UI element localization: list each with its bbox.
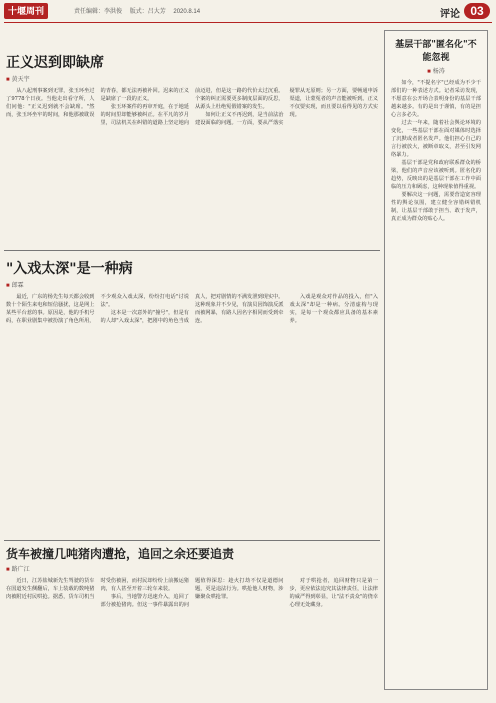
header-meta: [74, 6, 206, 15]
article-paragraph: 事后，当地警方迅速介入，追回了部分被抢猪肉。但这一事件暴露出的问题值得深思：趁火打劫不仅是道德问题，更是违法行为。哄抢他人财物，涉嫌聚众哄抢罪。: [100, 578, 284, 608]
header-rule: [4, 22, 492, 23]
article-byline: ■ 郎霖: [6, 280, 378, 289]
article-paragraph: 最近，广东的杨先生每天都会收到数十个陌生来电和短信骚扰，这是网上某些平台惹的事。原因是，他的手机号码，在职业剧集中被扮演了角色所用，不少观众入戏太深，纷纷打电话"讨说法"。: [6, 294, 189, 324]
article-paragraph: 这本是一次意外的"撞号"，但是有的人却"入戏太深"，把剧中的角色当成真人，把对剧情的不满发泄到现实中。这种现象并不少见，有演员因饰演反派而被网暴，有路人因名字相同而受到牵连。: [100, 294, 284, 324]
article-byline: ■ 黄天宇: [6, 74, 378, 83]
article-too-deep-in-role: [6, 258, 378, 536]
sidebar-article: [384, 30, 488, 690]
article-truck-pork-looted: [6, 545, 378, 695]
article-body: [6, 87, 378, 127]
article-paragraph: 张玉环案件的再审开庭，在于地延的时间里却能够被纠正。在平凡的岁月里，司法机关在纠错的道路上坚定地向前迈进，但是这一路的代价太过沉重。个案的纠正需要更多制度层面的反思，从源头上杜绝冤假错案的发生。: [100, 88, 284, 126]
article-paragraph: 入戏是观众对作品的投入，但"入戏太深"却是一种病。分清虚构与现实，是每一个观众都应具备的基本素养。: [289, 294, 378, 324]
article-headline: "入戏太深"是一种病: [6, 261, 133, 277]
designer-credit: 版式：吕大芳: [129, 9, 166, 15]
article-byline: ■ 路广江: [6, 564, 378, 573]
sidebar-headline: 基层干部"匿名化"不能忽视: [395, 40, 477, 63]
page-number: 03: [464, 3, 490, 19]
editor-credit: 责任编辑：李洪俊: [74, 9, 123, 15]
article-body: [6, 293, 378, 325]
article-paragraph: 从八起刑事案到无罪，张玉环坐过了9778个日夜。当他走出看守所，人们问他："正义迟到就不会缺席。"然而，张玉环坐牢的时间，和他那被耽误的青春，都无法再被补回。迟来的正义是缺席了一段的正义。: [6, 88, 189, 118]
sidebar-body: [391, 79, 481, 223]
issue-date: 2020.8.14: [173, 9, 201, 15]
article-headline: 正义迟到即缺席: [6, 55, 104, 71]
article-headline: 货车被撞几吨猪肉遭抢，追回之余还要追责: [6, 547, 235, 561]
article-divider: [4, 540, 380, 541]
article-paragraph: 如何让正义不再迟到，是当前法治建设面临的问题。一方面，要从严落实疑罪从无原则；另一方面，要畅通申诉渠道，让蒙冤者的声音能被听到。正义不仅要实现，而且要以看得见的方式实现。: [195, 88, 378, 126]
sidebar-paragraph: 过去一年来，随着社会舆论环境的变化，一些基层干部在面对媒体时选择了沉默或者匿名发声。他们担心自己的言行被放大，被断章取义，甚至引发网络暴力。: [391, 120, 481, 158]
article-paragraph: 近日，江苏盐城新先生驾驶的货车在国道发生侧翻后，车上装载的数吨猪肉被附近村民哄抢。据悉，货车司机当时受伤被困，而村民却纷纷上前搬运猪肉，有人甚至开着三轮车来装。: [6, 578, 189, 600]
article-divider: [4, 250, 380, 251]
article-paragraph: 对于哄抢者，追回财物只是第一步，更应依法追究其法律责任，让法律的威严得到彰显，让"法不责众"的侥幸心理无处藏身。: [289, 578, 378, 608]
article-body: [6, 577, 378, 609]
sidebar-paragraph: 要解决这一问题，需要营造宽容理性的舆论氛围，建立健全容错纠错机制，让基层干部敢于担当、敢于发声，真正成为群众的贴心人。: [391, 192, 481, 222]
sidebar-paragraph: 如今，"不提名字"已经成为不少干部们的一种表述方式。记者采访发现，不愿意在公开场合表明身份的基层干部越来越多。有的是出于谨慎，有的是担心言多必失。: [391, 80, 481, 118]
sidebar-byline: ■ 杨涛: [391, 66, 481, 75]
section-label: 评论: [440, 9, 460, 20]
newspaper-brand: 十堰周刊: [4, 3, 48, 19]
page-header: [0, 0, 496, 22]
sidebar-paragraph: 基层干部是党和政府联系群众的桥梁，他们的声音应该被听到。匿名化的趋势，反映出的是基层干部在工作中面临的压力和顾虑，这种现象值得重视。: [391, 160, 481, 190]
article-justice-delayed: [6, 52, 378, 244]
